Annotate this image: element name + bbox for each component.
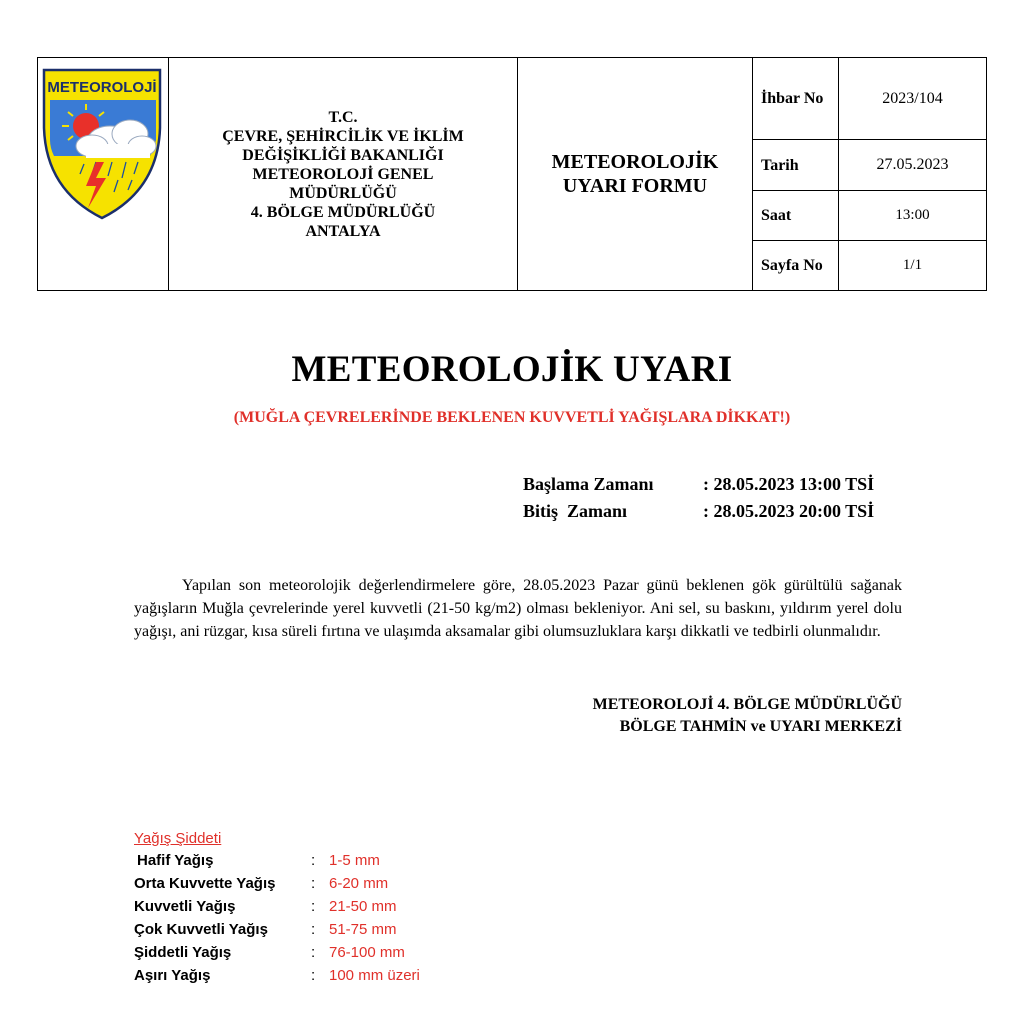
- meta-value: 13:00: [895, 207, 930, 223]
- end-time-value: : 28.05.2023 20:00 TSİ: [703, 501, 875, 521]
- org-line: METEOROLOJİ GENEL: [252, 165, 434, 183]
- org-line: ANTALYA: [305, 222, 381, 240]
- meta-label: İhbar No: [753, 58, 839, 139]
- signature-line: BÖLGE TAHMİN ve UYARI MERKEZİ: [619, 718, 902, 735]
- precipitation-legend: [134, 830, 420, 987]
- organization-cell: [169, 58, 518, 290]
- legend-value: 6-20 mm: [329, 875, 389, 892]
- meteoroloji-logo: [38, 58, 169, 290]
- form-title-line: METEOROLOJİK: [551, 151, 719, 173]
- legend-value: 51-75 mm: [329, 921, 397, 938]
- legend-value: 100 mm üzeri: [329, 967, 420, 984]
- legend-name: Kuvvetli Yağış: [134, 898, 236, 915]
- legend-name: Şiddetli Yağış: [134, 944, 232, 961]
- start-time-row: [523, 471, 874, 498]
- legend-sep: :: [311, 944, 316, 961]
- meta-value: 1/1: [902, 257, 923, 273]
- legend-value: 21-50 mm: [329, 898, 397, 915]
- org-line: DEĞİŞİKLİĞİ BAKANLIĞI: [242, 146, 444, 164]
- legend-row: [134, 964, 420, 987]
- legend-name: Çok Kuvvetli Yağış: [134, 921, 268, 938]
- meta-row-sayfa-no: [753, 241, 986, 290]
- org-line: MÜDÜRLÜĞÜ: [289, 184, 397, 202]
- start-time-label: Başlama Zamanı: [523, 474, 654, 494]
- legend-value: 76-100 mm: [329, 944, 405, 961]
- legend-row: [134, 872, 420, 895]
- meta-label: Sayfa No: [753, 241, 839, 290]
- meta-label: Tarih: [753, 140, 839, 190]
- signature-block: [593, 694, 902, 738]
- legend-name: Hafif Yağış: [137, 852, 214, 869]
- time-range: [523, 471, 874, 525]
- legend-name: Orta Kuvvette Yağış: [134, 875, 276, 892]
- form-title-cell: [518, 58, 753, 290]
- warning-subtitle: (MUĞLA ÇEVRELERİNDE BEKLENEN KUVVETLİ YAĞIŞLARA DİKKAT!): [233, 409, 791, 426]
- meta-label: Saat: [753, 191, 839, 240]
- legend-title: Yağış Şiddeti: [134, 830, 222, 847]
- legend-sep: :: [311, 967, 316, 984]
- end-time-row: [523, 498, 874, 525]
- warning-body: Yapılan son meteorolojik değerlendirmelere göre, 28.05.2023 Pazar günü beklenen gök gürültülü sağanak yağışların Muğla çevrelerinde yerel kuvvetli (21-50 kg/m2) olması bekleniyor. Ani sel, su baskını, yıldırım yerel dolu yağışı, ani rüzgar, kısa süreli fırtına ve ulaşımda aksamalar gibi olumsuzluklara karşı dikkatli ve tedbirli olunmalıdır.: [134, 577, 902, 640]
- legend-sep: :: [311, 898, 316, 915]
- meta-row-saat: [753, 191, 986, 241]
- org-line: ÇEVRE, ŞEHİRCİLİK VE İKLİM: [222, 127, 464, 145]
- meta-row-ihbar-no: [753, 58, 986, 140]
- logo-cell: [38, 58, 169, 290]
- legend-name: Aşırı Yağış: [134, 967, 211, 984]
- meta-value: 2023/104: [882, 89, 943, 107]
- meta-row-tarih: [753, 140, 986, 191]
- header-table: [37, 57, 987, 291]
- org-line: T.C.: [328, 108, 358, 126]
- legend-row: [134, 941, 420, 964]
- legend-sep: :: [311, 921, 316, 938]
- meta-cell: [753, 58, 986, 290]
- signature-line: METEOROLOJİ 4. BÖLGE MÜDÜRLÜĞÜ: [592, 696, 902, 713]
- org-line: 4. BÖLGE MÜDÜRLÜĞÜ: [250, 203, 436, 221]
- page-title: METEOROLOJİK UYARI: [291, 349, 733, 390]
- form-title-line: UYARI FORMU: [562, 175, 708, 197]
- legend-value: 1-5 mm: [329, 852, 380, 869]
- legend-row: [134, 895, 420, 918]
- legend-sep: :: [311, 875, 316, 892]
- end-time-label: Bitiş Zamanı: [523, 501, 628, 521]
- legend-row: [134, 918, 420, 941]
- meta-value: 27.05.2023: [876, 156, 949, 173]
- logo-text: METEOROLOJİ: [47, 79, 157, 96]
- legend-row: [134, 849, 420, 872]
- start-time-value: : 28.05.2023 13:00 TSİ: [703, 474, 875, 494]
- legend-sep: :: [311, 852, 316, 869]
